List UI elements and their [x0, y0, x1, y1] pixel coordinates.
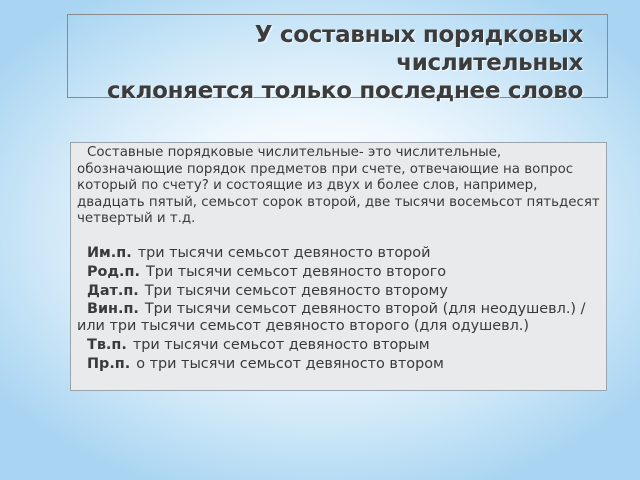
case-row-prepositional	[77, 356, 600, 373]
definition-text: Составные порядковые числительные- это числительные, обозначающие порядок предметов при счете, отвечающие на вопрос который по счету? и состоящие из двух и более слов, например, двадцать пятый, семьсот сорок второй, две тысячи восемьсот пятьдесят четвертый и т.д.	[77, 145, 600, 227]
case-abbr: Род.п.	[87, 263, 140, 280]
content-box	[70, 142, 607, 391]
case-abbr: Дат.п.	[87, 282, 139, 299]
case-text: о три тысячи семьсот девяносто втором	[136, 355, 444, 372]
slide-title	[68, 21, 583, 105]
slide-title-line-1: У составных порядковых числительных	[254, 22, 583, 76]
slide-title-line-2: склоняется только последнее слово	[106, 78, 583, 104]
case-row-genitive	[77, 264, 600, 281]
case-text: Три тысячи семьсот девяносто второму	[144, 282, 448, 299]
case-text: три тысячи семьсот девяносто второй	[137, 244, 431, 261]
spacer	[77, 228, 600, 245]
case-text: Три тысячи семьсот девяносто второго	[145, 263, 447, 280]
case-abbr: Вин.п.	[87, 301, 139, 318]
case-abbr: Им.п.	[87, 244, 132, 261]
case-text: Три тысячи семьсот девяносто второй (для неодушевл.) / или три тысячи семьсот девяносто второго (для одушевл.)	[77, 301, 586, 335]
case-row-nominative	[77, 245, 600, 262]
case-row-dative	[77, 283, 600, 300]
case-text: три тысячи семьсот девяносто вторым	[132, 336, 430, 353]
case-row-accusative	[77, 301, 600, 335]
case-row-instrumental	[77, 337, 600, 354]
case-abbr: Пр.п.	[87, 355, 131, 372]
case-abbr: Тв.п.	[87, 336, 127, 353]
slide-title-box	[67, 14, 608, 104]
